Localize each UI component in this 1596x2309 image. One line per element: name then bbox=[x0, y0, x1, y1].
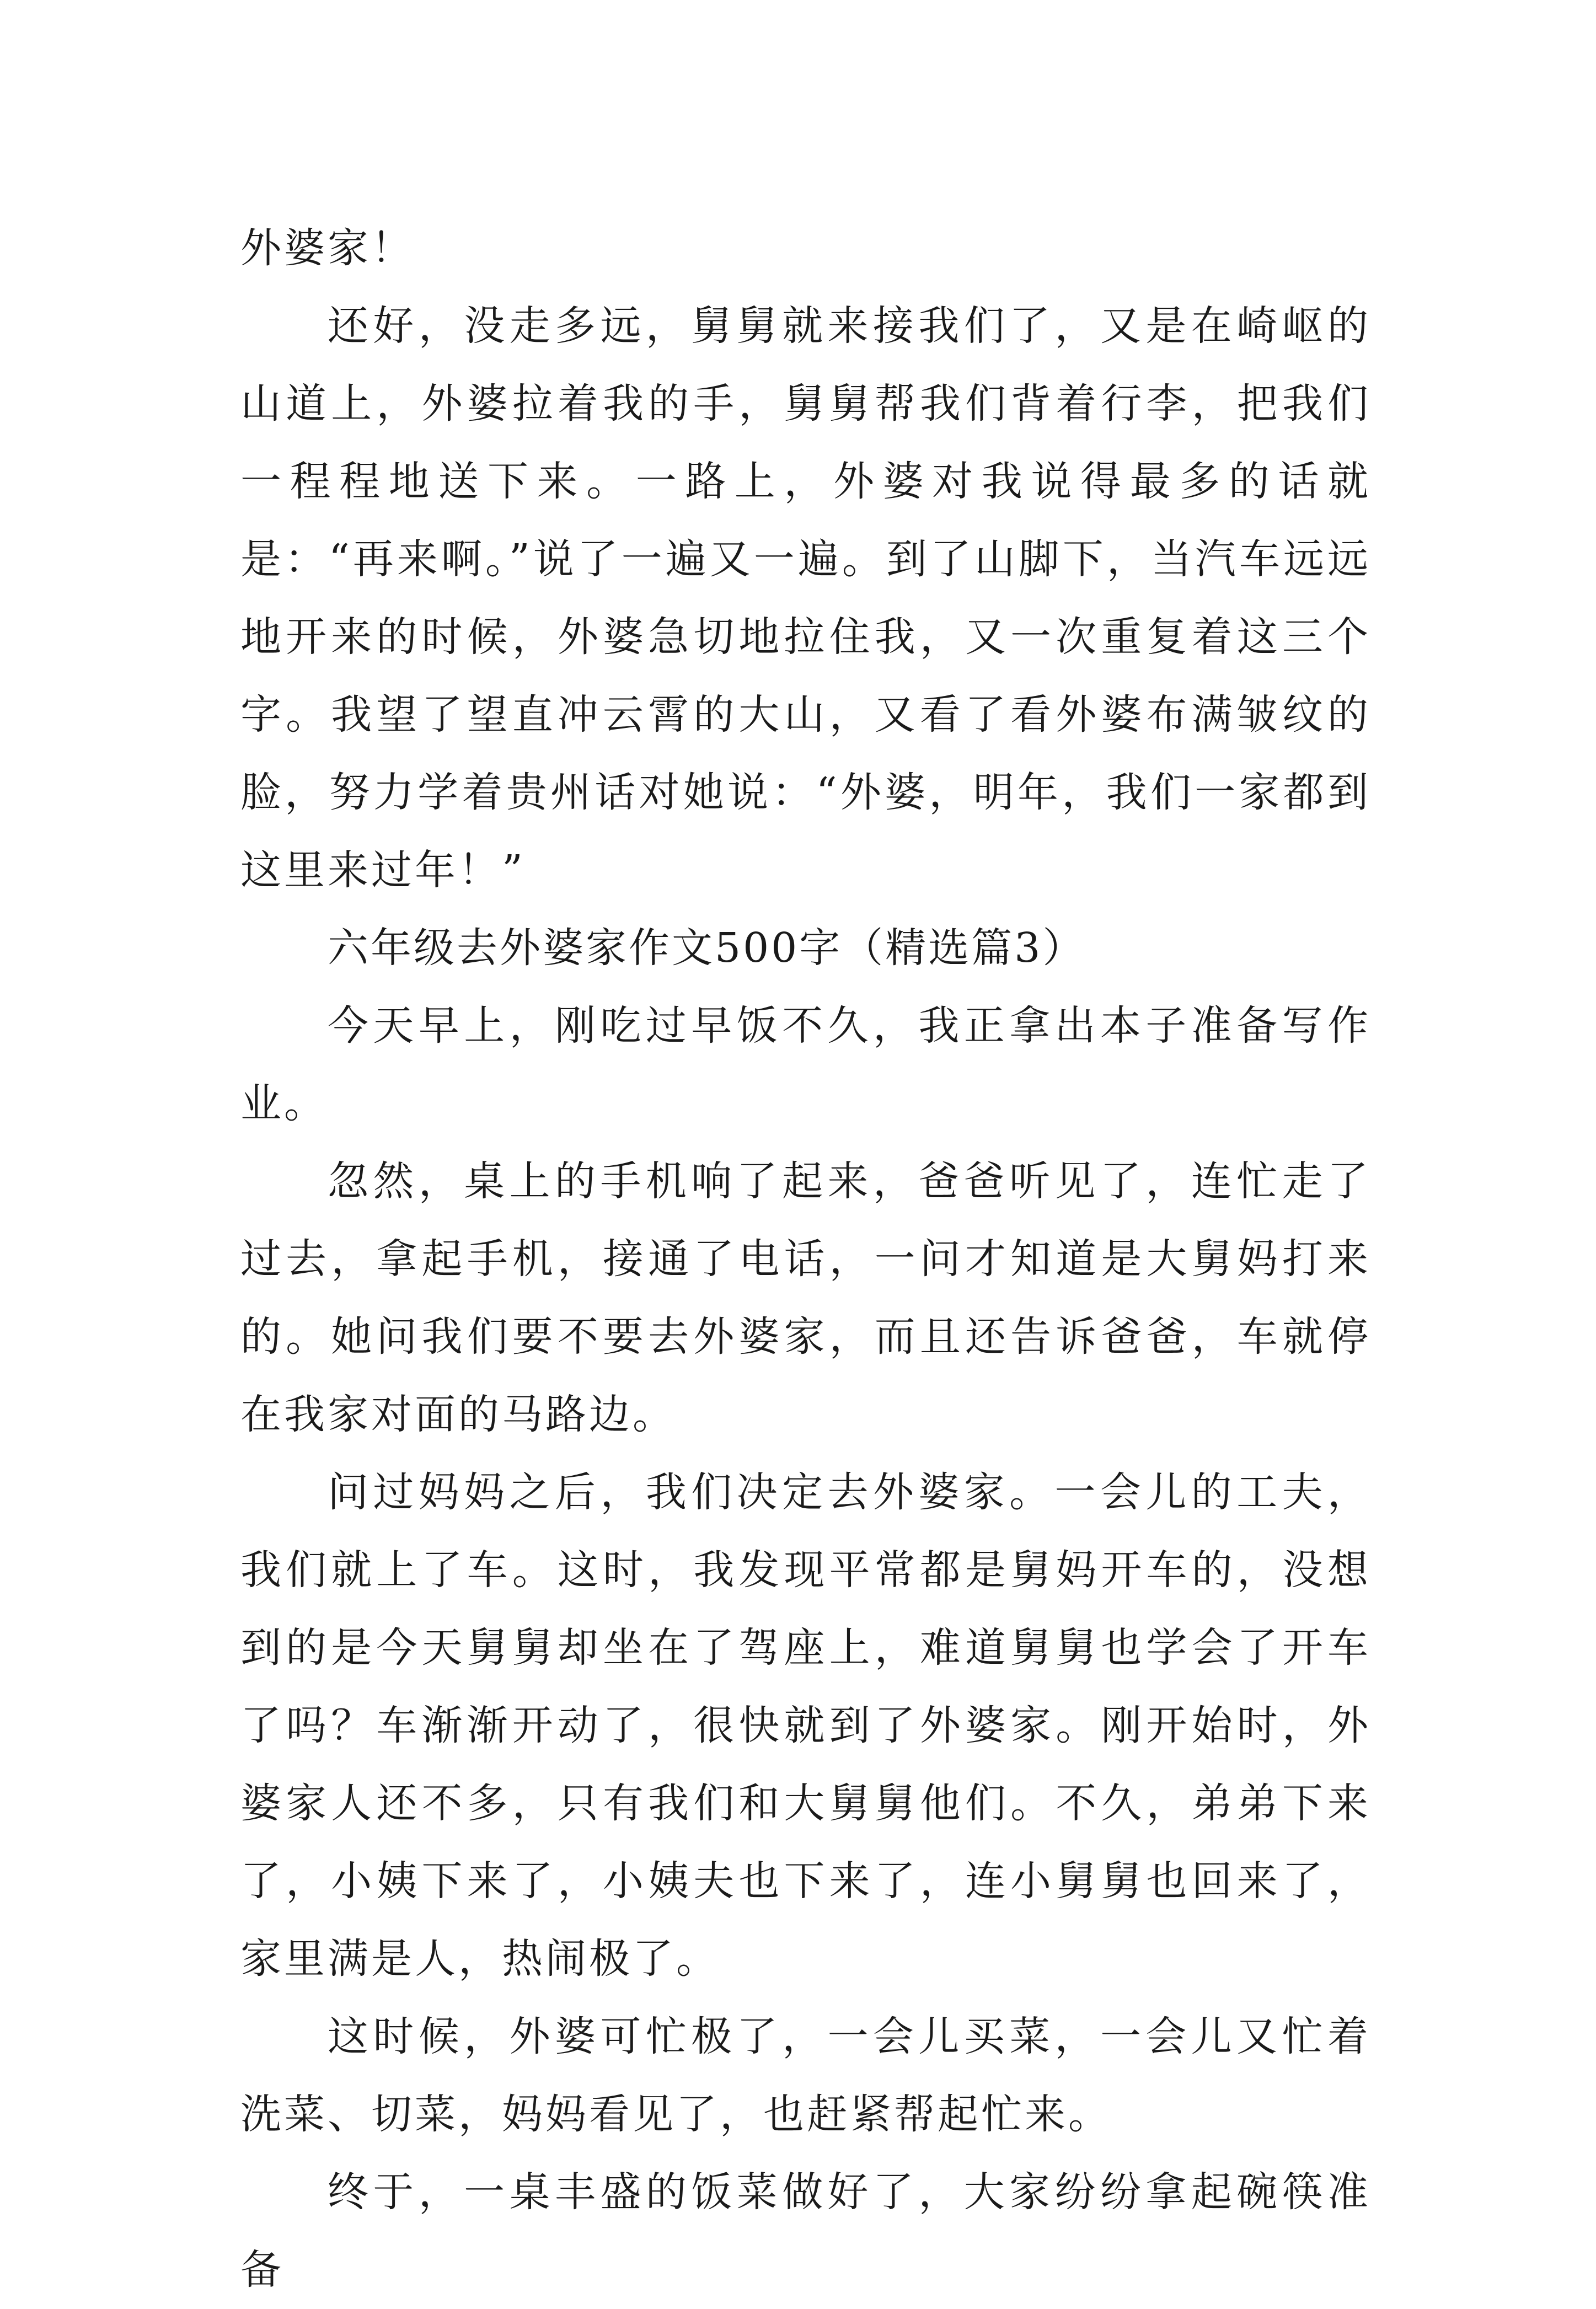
document-body bbox=[240, 210, 1371, 2309]
paragraph: 今天早上，刚吃过早饭不久，我正拿出本子准备写作业。 bbox=[240, 1002, 1371, 1127]
paragraph: 问过妈妈之后，我们决定去外婆家。一会儿的工夫，我们就上了车。这时，我发现平常都是舅妈开车的，没想到的是今天舅舅却坐在了驾座上，难道舅舅也学会了开车了吗？车渐渐开动了，很快就到了外婆家。刚开始时，外婆家人还不多，只有我们和大舅舅他们。不久，弟弟下来了，小姨下来了，小姨夫也下来了，连小舅舅也回来了，家里满是人，热闹极了。 bbox=[240, 1469, 1371, 1983]
paragraph: 还好，没走多远，舅舅就来接我们了，又是在崎岖的山道上，外婆拉着我的手，舅舅帮我们背着行李，把我们一程程地送下来。一路上，外婆对我说得最多的话就是：“再来啊。”说了一遍又一遍。到了山脚下，当汽车远远地开来的时候，外婆急切地拉住我，又一次重复着这三个字。我望了望直冲云霄的大山，又看了看外婆布满皱纹的脸，努力学着贵州话对她说：“外婆，明年，我们一家都到这里来过年！” bbox=[240, 302, 1371, 894]
paragraph: 这时候，外婆可忙极了，一会儿买菜，一会儿又忙着洗菜、切菜，妈妈看见了，也赶紧帮起忙来。 bbox=[240, 2013, 1371, 2138]
paragraph: 忽然，桌上的手机响了起来，爸爸听见了，连忙走了过去，拿起手机，接通了电话，一问才知道是大舅妈打来的。她问我们要不要去外婆家，而且还告诉爸爸，车就停在我家对面的马路边。 bbox=[240, 1158, 1371, 1438]
paragraph-continuation: 外婆家！ bbox=[240, 224, 415, 272]
paragraph: 终于，一桌丰盛的饭菜做好了，大家纷纷拿起碗筷准备 bbox=[240, 2168, 1371, 2294]
section-heading: 六年级去外婆家作文500字（精选篇3） bbox=[328, 924, 1086, 972]
